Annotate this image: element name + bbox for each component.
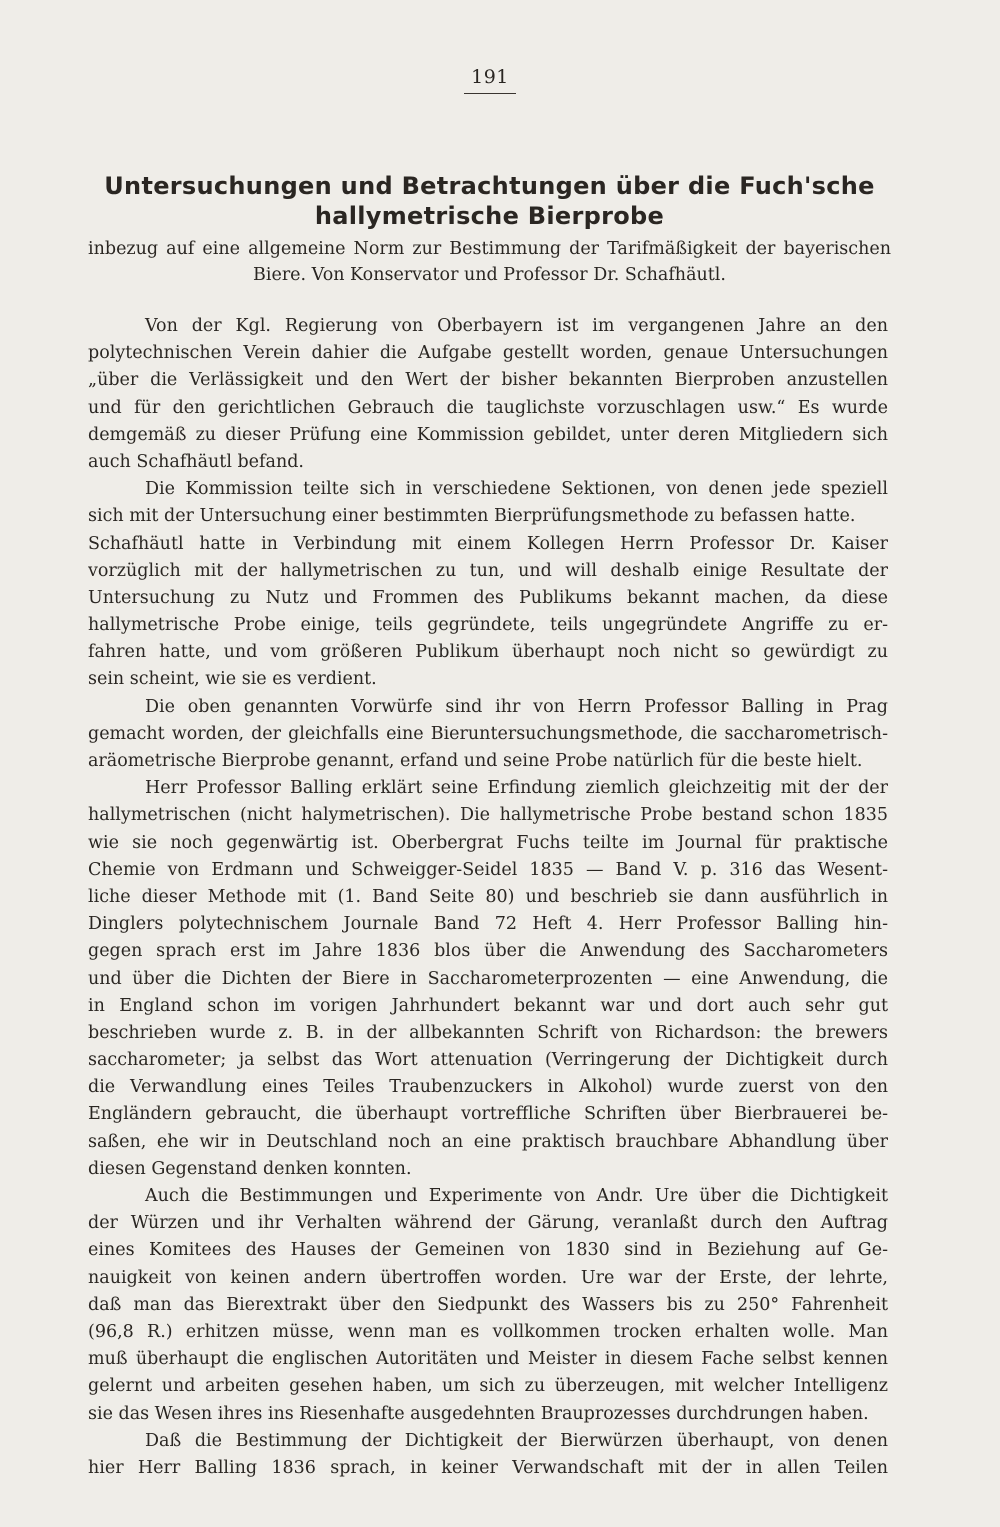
article-title: Untersuchungen und Betrachtungen über die Fuch'sche hallymetrische Bierprobe: [104, 172, 875, 230]
text-line: sie das Wesen ihres ins Riesenhafte ausgedehnten Brauprozesses durchdrungen haben.: [88, 1403, 869, 1424]
text-line: daß man das Bierextrakt über den Siedpunkt des Wassers bis zu 250° Fahrenheit: [88, 1294, 888, 1315]
text-line: fahren hatte, und vom größeren Publikum überhaupt noch nicht so gewürdigt zu: [88, 642, 888, 663]
page-number-rule: [464, 93, 516, 94]
text-line: hallymetrischen (nicht halymetrischen). Die hallymetrische Probe bestand schon 1835: [88, 805, 888, 826]
text-line: gegen sprach erst im Jahre 1836 blos über die Anwendung des Saccharometers: [88, 941, 888, 962]
text-line: saßen, ehe wir in Deutschland noch an eine praktisch brauchbare Abhandlung über: [88, 1131, 888, 1152]
text-line: hallymetrische Probe einige, teils gegründete, teils ungegründete Angriffe zu er-: [88, 615, 888, 636]
text-line: Die oben genannten Vorwürfe sind ihr von Herrn Professor Balling in Prag: [145, 696, 888, 717]
text-line: Engländern gebraucht, die überhaupt vortreffliche Schriften über Bierbrauerei be-: [88, 1104, 888, 1125]
text-line: Schafhäutl hatte in Verbindung mit einem Kollegen Herrn Professor Dr. Kaiser: [88, 533, 888, 554]
text-line: „über die Verlässigkeit und den Wert der bisher bekannten Bierproben anzustellen: [88, 370, 888, 391]
text-line: Chemie von Erdmann und Schweigger-Seidel 1835 — Band V. p. 316 das Wesent-: [88, 859, 888, 880]
text-line: nauigkeit von keinen andern übertroffen worden. Ure war der Erste, der lehrte,: [88, 1267, 888, 1288]
text-line: Auch die Bestimmungen und Experimente von Andr. Ure über die Dichtigkeit: [145, 1186, 888, 1206]
text-line: diesen Gegenstand denken konnten.: [88, 1158, 412, 1179]
text-line: beschrieben wurde z. B. in der allbekannten Schrift von Richardson: the brewers: [88, 1022, 888, 1043]
text-line: und für den gerichtlichen Gebrauch die tauglichste vorzuschlagen usw.“ Es wurde: [88, 397, 888, 418]
page-number: 191: [471, 66, 509, 88]
body-text: [88, 313, 888, 1482]
text-line: auch Schafhäutl befand.: [88, 451, 304, 472]
text-line: vorzüglich mit der hallymetrischen zu tun, und will deshalb einige Resultate der: [88, 560, 888, 581]
text-line: liche dieser Methode mit (1. Band Seite 80) und beschrieb sie dann ausführlich in: [88, 886, 888, 907]
text-line: aräometrische Bierprobe genannt, erfand und seine Probe natürlich für die beste hielt.: [88, 751, 863, 771]
text-line: demgemäß zu dieser Prüfung eine Kommission gebildet, unter deren Mitgliedern sich: [88, 424, 888, 445]
text-line: saccharometer; ja selbst das Wort attenuation (Verringerung der Dichtigkeit durch: [88, 1050, 888, 1071]
text-line: der Würzen und ihr Verhalten während der Gärung, veranlaßt durch den Auftrag: [88, 1213, 888, 1234]
text-line: Dinglers polytechnischem Journale Band 72 Heft 4. Herr Professor Balling hin-: [88, 914, 888, 935]
text-line: Herr Professor Balling erklärt seine Erfindung ziemlich gleichzeitig mit der der: [145, 778, 888, 799]
text-line: in England schon im vorigen Jahrhundert bekannt war und dort auch sehr gut: [88, 995, 888, 1016]
text-line: wie sie noch gegenwärtig ist. Oberbergrat Fuchs teilte im Journal für praktische: [88, 832, 888, 853]
text-line: die Verwandlung eines Teiles Traubenzuckers in Alkohol) wurde zuerst von den: [88, 1077, 888, 1098]
article-subtitle: inbezug auf eine allgemeine Norm zur Bestimmung der Tarifmäßigkeit der bayerischen Biere. Von Konservator und Professor Dr. Schafhäutl.: [88, 239, 891, 285]
text-line: Daß die Bestimmung der Dichtigkeit der Bierwürzen überhaupt, von denen: [145, 1430, 888, 1451]
text-line: Die Kommission teilte sich in verschiedene Sektionen, von denen jede speziell: [145, 479, 888, 500]
text-line: polytechnischen Verein dahier die Aufgabe gestellt worden, genaue Untersuchungen: [88, 343, 888, 364]
text-line: Von der Kgl. Regierung von Oberbayern ist im vergangenen Jahre an den: [145, 316, 888, 336]
text-line: sich mit der Untersuchung einer bestimmten Bierprüfungsmethode zu befassen hatte.: [88, 506, 856, 527]
text-line: hier Herr Balling 1836 sprach, in keiner Verwandschaft mit der in allen Teilen: [88, 1457, 888, 1478]
text-line: sein scheint, wie sie es verdient.: [88, 669, 377, 690]
text-line: muß überhaupt die englischen Autoritäten und Meister in diesem Fache selbst kennen: [88, 1349, 888, 1370]
text-line: Untersuchung zu Nutz und Frommen des Publikums bekannt machen, da diese: [88, 587, 888, 608]
text-line: gelernt und arbeiten gesehen haben, um sich zu überzeugen, mit welcher Intelligenz: [88, 1376, 888, 1397]
text-line: eines Komitees des Hauses der Gemeinen von 1830 sind in Beziehung auf Ge-: [88, 1240, 888, 1261]
text-line: und über die Dichten der Biere in Saccharometerprozenten — eine Anwendung, die: [88, 968, 888, 989]
text-line: gemacht worden, der gleichfalls eine Bieruntersuchungsmethode, die saccharometrisch-: [88, 723, 888, 744]
text-line: (96,8 R.) erhitzen müsse, wenn man es vollkommen trocken erhalten wolle. Man: [88, 1321, 888, 1342]
